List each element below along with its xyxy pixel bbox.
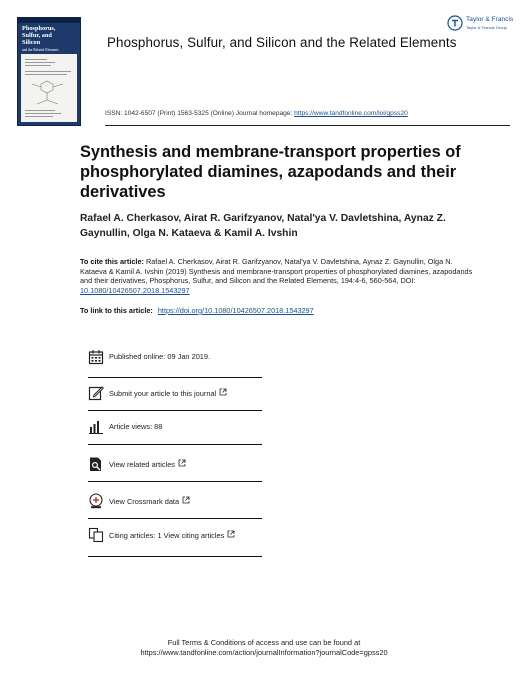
related-articles-link[interactable] <box>109 459 186 469</box>
crossmark-label: View Crossmark data <box>109 497 180 506</box>
header-divider <box>105 125 510 126</box>
row-divider <box>88 444 262 445</box>
bar-chart-icon <box>88 419 104 435</box>
citation-block <box>80 257 480 296</box>
publisher-logo-icon <box>447 15 463 31</box>
external-link-icon <box>219 388 227 396</box>
issn-text: ISSN: 1042-6507 (Print) 1563-5325 (Online) Journal homepage: <box>105 110 293 117</box>
citing-articles-label: Citing articles: 1 View citing articles <box>109 531 225 540</box>
cover-title-line: Silicon <box>22 39 41 46</box>
citation-label: To cite this article: <box>80 257 144 266</box>
publisher-group: Taylor & Francis Group <box>466 25 507 30</box>
article-doi-url[interactable]: https://doi.org/10.1080/10426507.2018.1543297 <box>157 306 314 315</box>
crossmark-link[interactable] <box>109 496 190 506</box>
citation-text: Rafael A. Cherkasov, Airat R. Garifzyanov, Natal'ya V. Davletshina, Aynaz Z. Gaynullin, Olga N. Kataeva & Kamil A. Ivshin (2019) Synthesis and membrane-transport properties of phosphorylated diamines, azapodands and their derivatives, Phosphorus, Sulfur, and Silicon and the Related Elements, 194:4-6, 560-564, DOI: <box>80 257 473 286</box>
cover-title-line: Sulfur, and <box>22 32 52 39</box>
article-authors: Rafael A. Cherkasov, Airat R. Garifzyanov, Natal'ya V. Davletshina, Aynaz Z. Gaynullin, Olga N. Kataeva & Kamil A. Ivshin <box>80 213 446 239</box>
citing-articles-link[interactable] <box>109 530 235 540</box>
calendar-icon <box>88 349 104 365</box>
related-articles-row[interactable] <box>88 454 262 478</box>
row-divider <box>88 410 262 411</box>
submit-article-row[interactable] <box>88 383 262 407</box>
article-views-row <box>88 417 262 441</box>
row-divider <box>88 518 262 519</box>
cover-panel <box>21 54 77 122</box>
article-title: Synthesis and membrane-transport properties of phosphorylated diamines, azapodands and their derivatives <box>80 143 461 201</box>
doi-link[interactable]: 10.1080/10426507.2018.1543297 <box>80 286 190 296</box>
published-online-label: Published online: 09 Jan 2019. <box>109 352 211 361</box>
cover-structure-drawing <box>21 78 77 108</box>
article-views-label: Article views: 88 <box>109 422 163 431</box>
search-document-icon <box>88 456 104 472</box>
cover-title-line: Phosphorus, <box>22 25 56 32</box>
submit-article-link[interactable] <box>109 388 227 398</box>
issn-line <box>105 110 408 117</box>
submit-article-label: Submit your article to this journal <box>109 389 217 398</box>
related-articles-label: View related articles <box>109 460 175 469</box>
external-link-icon <box>182 496 190 504</box>
publisher-logo <box>447 15 517 35</box>
crossmark-icon <box>88 493 104 509</box>
citing-articles-icon <box>88 527 104 543</box>
row-divider <box>88 556 262 557</box>
row-divider <box>88 481 262 482</box>
crossmark-row[interactable] <box>88 491 262 515</box>
cover-subtitle: and the Related Elements <box>22 48 59 52</box>
journal-title: Phosphorus, Sulfur, and Silicon and the Related Elements <box>107 35 457 50</box>
external-link-icon <box>178 459 186 467</box>
published-online-row <box>88 347 262 371</box>
terms-footer-text: Full Terms & Conditions of access and use can be found at <box>167 638 361 647</box>
terms-footer <box>0 638 528 658</box>
publisher-name: Taylor & Francis <box>466 16 514 23</box>
edit-icon <box>88 385 104 401</box>
terms-footer-url[interactable]: https://www.tandfonline.com/action/journalInformation?journalCode=gpss20 <box>140 648 388 657</box>
link-label: To link to this article: <box>80 306 153 315</box>
journal-homepage-link[interactable]: https://www.tandfonline.com/loi/gpss20 <box>294 110 408 117</box>
article-link-line <box>80 306 314 315</box>
external-link-icon <box>227 530 235 538</box>
citing-articles-row[interactable] <box>88 525 262 549</box>
row-divider <box>88 377 262 378</box>
journal-cover <box>17 17 81 126</box>
